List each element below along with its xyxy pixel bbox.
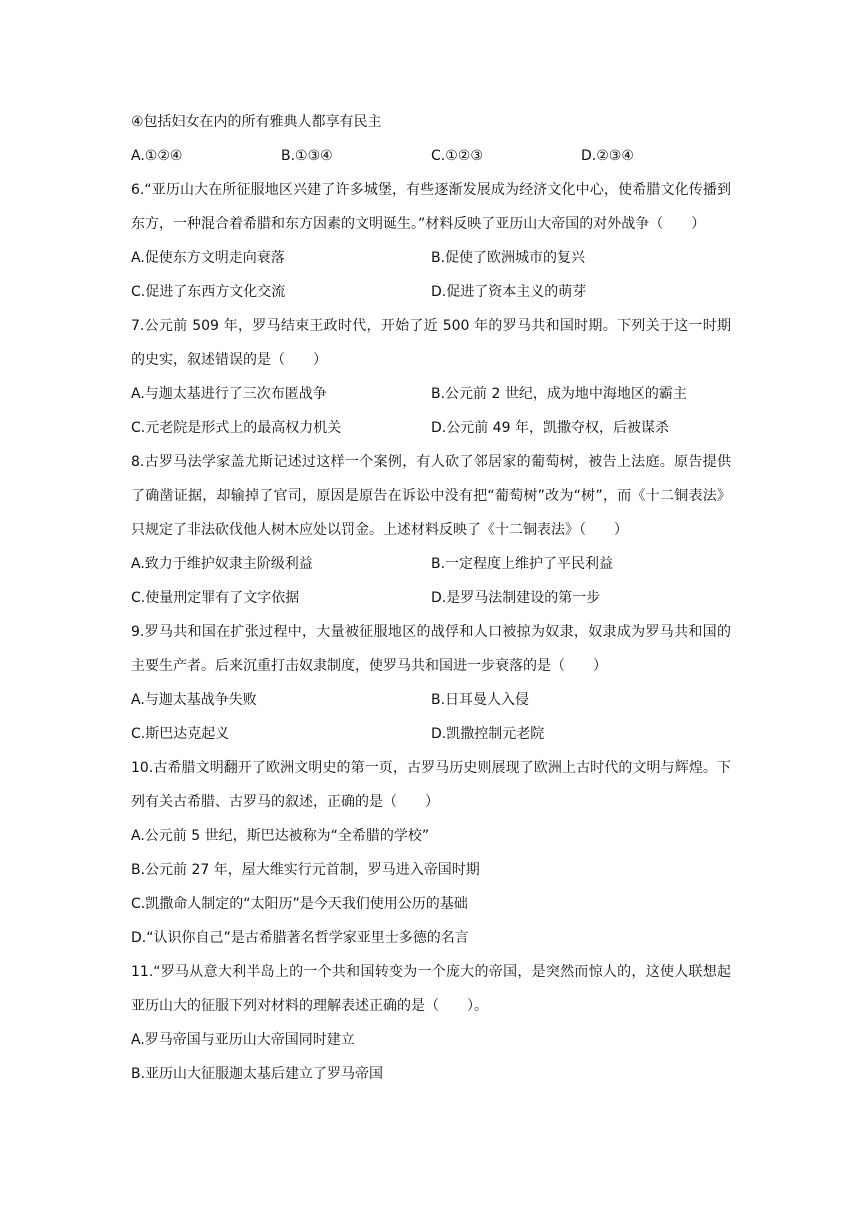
q5-option-d: D.②③④ (581, 148, 634, 164)
q9-option-a: A.与迦太基战争失败 (131, 692, 257, 708)
q8-option-a: A.致力于维护奴隶主阶级利益 (131, 556, 313, 572)
q10-option-c: C.凯撒命人制定的“太阳历”是今天我们使用公历的基础 (131, 896, 468, 912)
q7-options-row-1 (131, 377, 731, 411)
q5-options (131, 139, 731, 173)
q7-option-a: A.与迦太基进行了三次布匿战争 (131, 386, 327, 402)
q5-option-a: A.①②④ (131, 148, 183, 164)
q8-option-c: C.使量刑定罪有了文字依据 (131, 590, 300, 606)
q6-option-b: B.促使了欧洲城市的复兴 (431, 250, 586, 266)
q5-option-b: B.①③④ (281, 148, 333, 164)
q8-options-row-2 (131, 581, 731, 615)
q11-option-a: A.罗马帝国与亚历山大帝国同时建立 (131, 1032, 355, 1048)
q9-option-c: C.斯巴达克起义 (131, 726, 230, 742)
q10-option-d: D.“认识你自己”是古希腊著名哲学家亚里士多德的名言 (131, 930, 469, 946)
q6-options-row-2 (131, 275, 731, 309)
q8-option-b: B.一定程度上维护了平民利益 (431, 556, 614, 572)
q6-options-row-1 (131, 241, 731, 275)
question-content (131, 105, 731, 1091)
q8-stem: 8.古罗马法学家盖尤斯记述过这样一个案例，有人砍了邻居家的葡萄树，被告上法庭。原告提供了确凿证据，却输掉了官司，原因是原告在诉讼中没有把“葡萄树”改为“树”，而《十二铜表法》只规定了非法砍伐他人树木应处以罚金。上述材料反映了《十二铜表法》（ ） (131, 454, 731, 538)
q6-stem: 6.“亚历山大在所征服地区兴建了许多城堡，有些逐渐发展成为经济文化中心，使希腊文化传播到东方，一种混合着希腊和东方因素的文明诞生。”材料反映了亚历山大帝国的对外战争（ ） (131, 182, 731, 232)
q9-options-row-1 (131, 683, 731, 717)
q6-option-c: C.促进了东西方文化交流 (131, 284, 286, 300)
q7-stem: 7.公元前 509 年，罗马结束王政时代，开始了近 500 年的罗马共和国时期。下列关于这一时期的史实，叙述错误的是（ ） (131, 318, 731, 368)
q10-stem: 10.古希腊文明翻开了欧洲文明史的第一页，古罗马历史则展现了欧洲上古时代的文明与辉煌。下列有关古希腊、古罗马的叙述，正确的是（ ） (131, 760, 731, 810)
q7-option-d: D.公元前 49 年，凯撒夺权，后被谋杀 (431, 420, 669, 436)
q9-option-d: D.凯撒控制元老院 (431, 726, 545, 742)
q8-options-row-1 (131, 547, 731, 581)
q7-option-b: B.公元前 2 世纪，成为地中海地区的霸主 (431, 386, 687, 402)
q8-option-d: D.是罗马法制建设的第一步 (431, 590, 601, 606)
q9-option-b: B.日耳曼人入侵 (431, 692, 530, 708)
q10-option-a: A.公元前 5 世纪，斯巴达被称为“全希腊的学校” (131, 828, 430, 844)
q7-options-row-2 (131, 411, 731, 445)
q5-option-c: C.①②③ (431, 148, 483, 164)
q6-option-a: A.促使东方文明走向衰落 (131, 250, 285, 266)
q7-option-c: C.元老院是形式上的最高权力机关 (131, 420, 342, 436)
q10-option-b: B.公元前 27 年，屋大维实行元首制，罗马进入帝国时期 (131, 862, 480, 878)
q6-option-d: D.促进了资本主义的萌芽 (431, 284, 587, 300)
q11-option-b: B.亚历山大征服迦太基后建立了罗马帝国 (131, 1066, 384, 1082)
q9-stem: 9.罗马共和国在扩张过程中，大量被征服地区的战俘和人口被掠为奴隶，奴隶成为罗马共和国的主要生产者。后来沉重打击奴隶制度，使罗马共和国进一步衰落的是（ ） (131, 624, 731, 674)
q9-options-row-2 (131, 717, 731, 751)
q11-stem: 11.“罗马从意大利半岛上的一个共和国转变为一个庞大的帝国，是突然而惊人的，这使人联想起亚历山大的征服下列对材料的理解表述正确的是（ ）。 (131, 964, 731, 1014)
q5-statement-4: ④包括妇女在内的所有雅典人都享有民主 (131, 114, 382, 130)
